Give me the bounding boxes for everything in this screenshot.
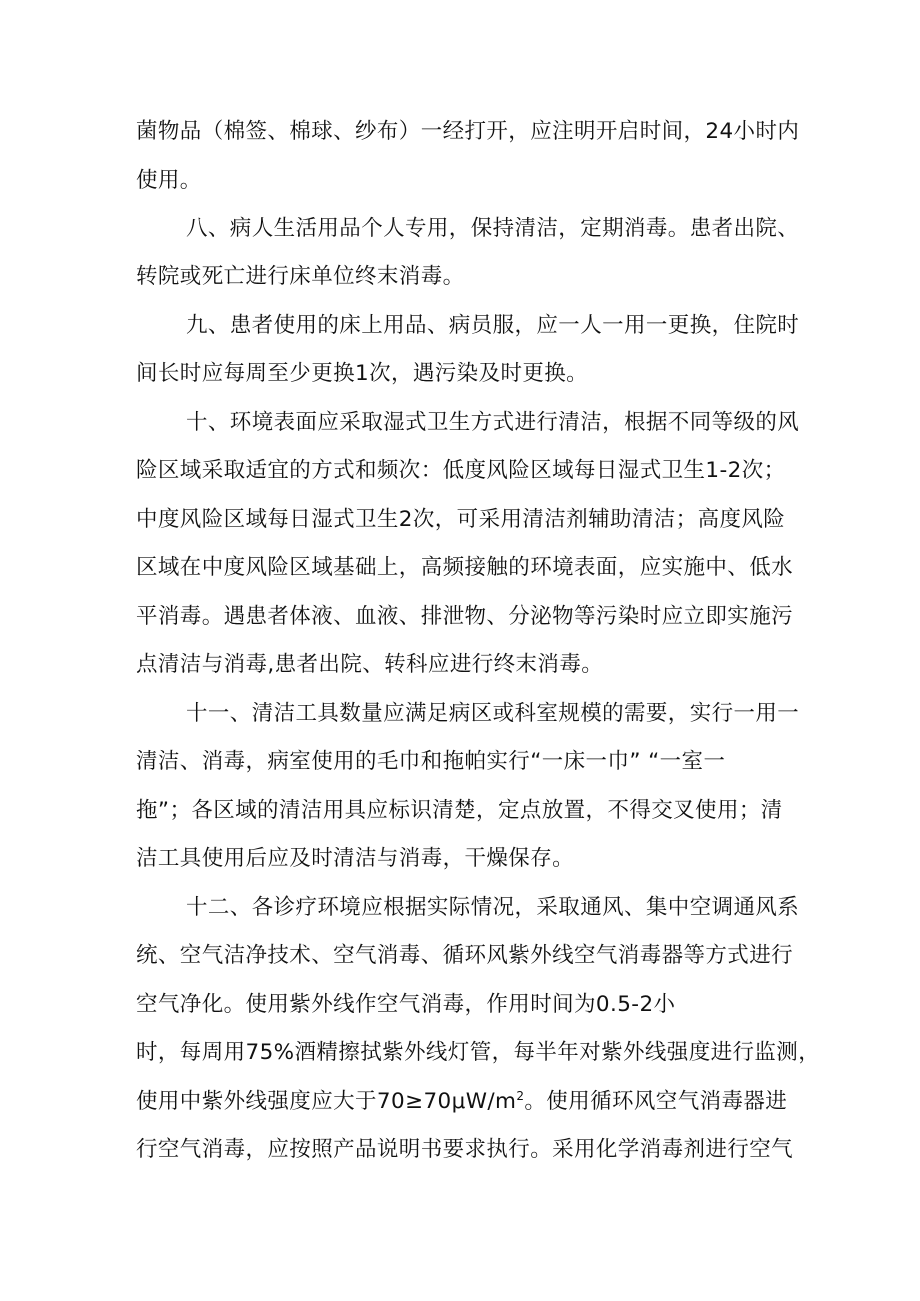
text-line: 点清洁与消毒,患者出院、转科应进行终末消毒。 <box>136 652 604 677</box>
text-line-segment: 使用中紫外线强度应大于70≥70μW/m <box>136 1089 517 1114</box>
text-line: 十二、各诊疗环境应根据实际情况，采取通风、集中空调通风系 <box>186 895 800 920</box>
text-line: 拖”；各区域的清洁用具应标识清楚，定点放置，不得交叉使用；清 <box>136 798 783 823</box>
text-line: 使用。 <box>136 168 202 193</box>
text-line: 洁工具使用后应及时清洁与消毒，干燥保存。 <box>136 846 575 871</box>
text-line <box>136 1087 786 1117</box>
superscript: 2 <box>516 1088 525 1103</box>
text-line: 时，每周用75%酒精擦拭紫外线灯管，每半年对紫外线强度进行监测， <box>136 1040 821 1065</box>
text-line: 清洁、消毒，病室使用的毛巾和拖帕实行“一床一巾” “一室一 <box>136 749 726 774</box>
text-line: 行空气消毒，应按照产品说明书要求执行。采用化学消毒剂进行空气 <box>136 1137 794 1162</box>
text-line: 九、患者使用的床上用品、病员服，应一人一用一更换，住院时 <box>186 313 800 338</box>
text-line: 中度风险区域每日湿式卫生2次，可采用清洁剂辅助清洁；高度风险 <box>136 507 786 532</box>
text-line: 八、病人生活用品个人专用，保持清洁，定期消毒。患者出院、 <box>186 216 800 241</box>
text-line: 十一、清洁工具数量应满足病区或科室规模的需要，实行一用一 <box>186 701 800 726</box>
text-line: 转院或死亡进行床单位终末消毒。 <box>136 264 465 289</box>
text-line: 菌物品（棉签、棉球、纱布）一经打开，应注明开启时间，24小时内 <box>136 119 800 144</box>
text-line-segment: 。使用循环风空气消毒器进 <box>524 1089 788 1114</box>
text-line: 统、空气洁净技术、空气消毒、循环风紫外线空气消毒器等方式进行 <box>136 943 794 968</box>
text-line: 间长时应每周至少更换1次，遇污染及时更换。 <box>136 361 589 386</box>
text-line: 区域在中度风险区域基础上，高频接触的环境表面，应实施中、低水 <box>136 555 794 580</box>
text-line: 十、环境表面应采取湿式卫生方式进行清洁，根据不同等级的风 <box>186 410 800 435</box>
text-line: 空气净化。使用紫外线作空气消毒，作用时间为0.5-2小 <box>136 992 676 1017</box>
text-line: 平消毒。遇患者体液、血液、排泄物、分泌物等污染时应立即实施污 <box>136 604 794 629</box>
text-line: 险区域采取适宜的方式和频次：低度风险区域每日湿式卫生1-2次； <box>136 458 786 483</box>
